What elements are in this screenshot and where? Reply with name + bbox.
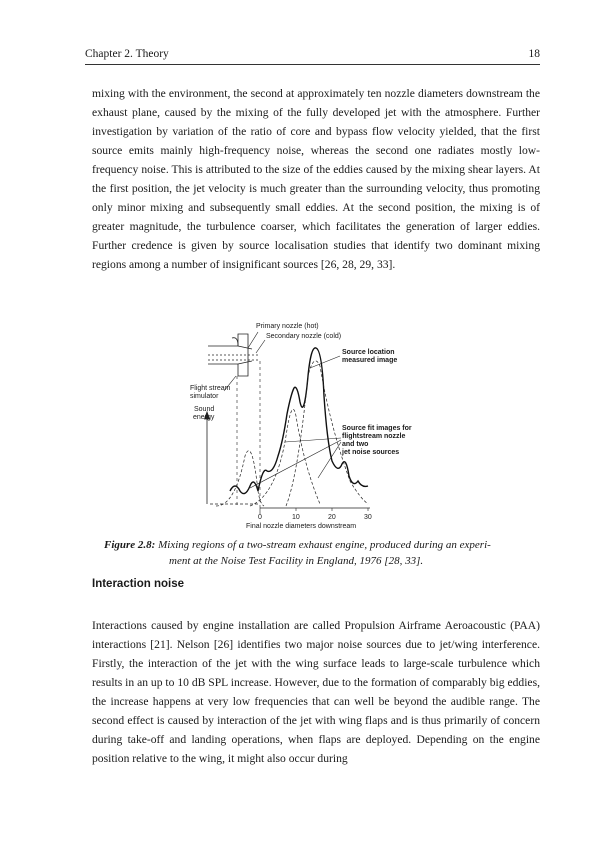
label-primary-nozzle: Primary nozzle (hot) bbox=[256, 323, 319, 330]
label-fit-2: flightstream nozzle bbox=[342, 433, 406, 440]
caption-text: Mixing regions of a two-stream exhaust engine, produced during an experi- bbox=[158, 539, 491, 551]
figure-mixing-regions bbox=[190, 316, 450, 531]
label-source-location-2: measured image bbox=[342, 357, 398, 364]
measured-image-curve bbox=[230, 348, 368, 494]
tick-label-20: 20 bbox=[328, 514, 336, 521]
body-paragraph-1: mixing with the environment, the second at approximately ten nozzle diameters downstream the exhaust plane, caused by the mixing of the fully developed jet with the atmosphere. Further investigation by variation of the ratio of core and bypass flow velocity yielded, that the first source emits mainly high-frequency noise, whereas the second one radiates mostly low-frequency noise. This is attributed to the size of the eddies caused by the mixing shear layers. At the first position, the jet velocity is much greater than the surrounding velocity, thus promoting only minor mixing and subsequently small eddies. At the second position, the mixing is of greater magnitude, the turbulence coarser, which facilitates the generation of larger eddies. Further credence is given by source localisation studies that identify two dominant mixing regions among a number of insignificant sources [26, 28, 29, 33]. bbox=[92, 87, 540, 271]
figure-diagram bbox=[190, 316, 450, 531]
label-source-location-1: Source location bbox=[342, 349, 395, 356]
label-sound-1: Sound bbox=[194, 406, 215, 413]
tick-label-30: 30 bbox=[364, 514, 372, 521]
caption-continuation: ment at the Noise Test Facility in England, 1976 [28, 33]. bbox=[169, 555, 424, 567]
label-fit-4: jet noise sources bbox=[342, 449, 400, 456]
caption-label: Figure 2.8: bbox=[104, 539, 156, 551]
label-secondary-nozzle: Secondary nozzle (cold) bbox=[266, 333, 342, 340]
label-sound-2: energy bbox=[193, 414, 215, 421]
body-paragraph-2: Interactions caused by engine installation are called Propulsion Airframe Aeroacoustic (PAA) interactions [21]. Nelson [26] identifies two major noise sources due to jet/wing interference. Firstly, the interaction of the jet with the wing surface leads to large-scale turbulence which results in an up to 10 dB SPL increase. However, due to the formation of comparably big eddies, the increase happens at very low frequencies that can well be beyond the audible range. The second effect is caused by interaction of the jet with wing flaps and is thus primarily of concern during take-off and landing operations, when flaps are deployed. Depending on the engine position relative to the wing, it might also occur during bbox=[92, 619, 540, 765]
page-number: 18 bbox=[528, 48, 540, 60]
x-axis-label: Final nozzle diameters downstream bbox=[246, 523, 357, 530]
page-header bbox=[85, 48, 540, 65]
chapter-title: Chapter 2. Theory bbox=[85, 48, 169, 60]
label-fit-1: Source fit images for bbox=[342, 425, 412, 432]
section-title: Interaction noise bbox=[92, 578, 185, 590]
label-flight-stream-1: Flight stream bbox=[190, 385, 231, 392]
nozzle-drawing bbox=[208, 334, 260, 504]
figure-caption bbox=[104, 537, 544, 569]
label-fit-3: and two bbox=[342, 441, 369, 448]
tick-label-10: 10 bbox=[292, 514, 300, 521]
fit-curve-nozzle bbox=[216, 451, 264, 506]
tick-label-0: 0 bbox=[258, 514, 262, 521]
label-flight-stream-2: simulator bbox=[190, 393, 219, 400]
